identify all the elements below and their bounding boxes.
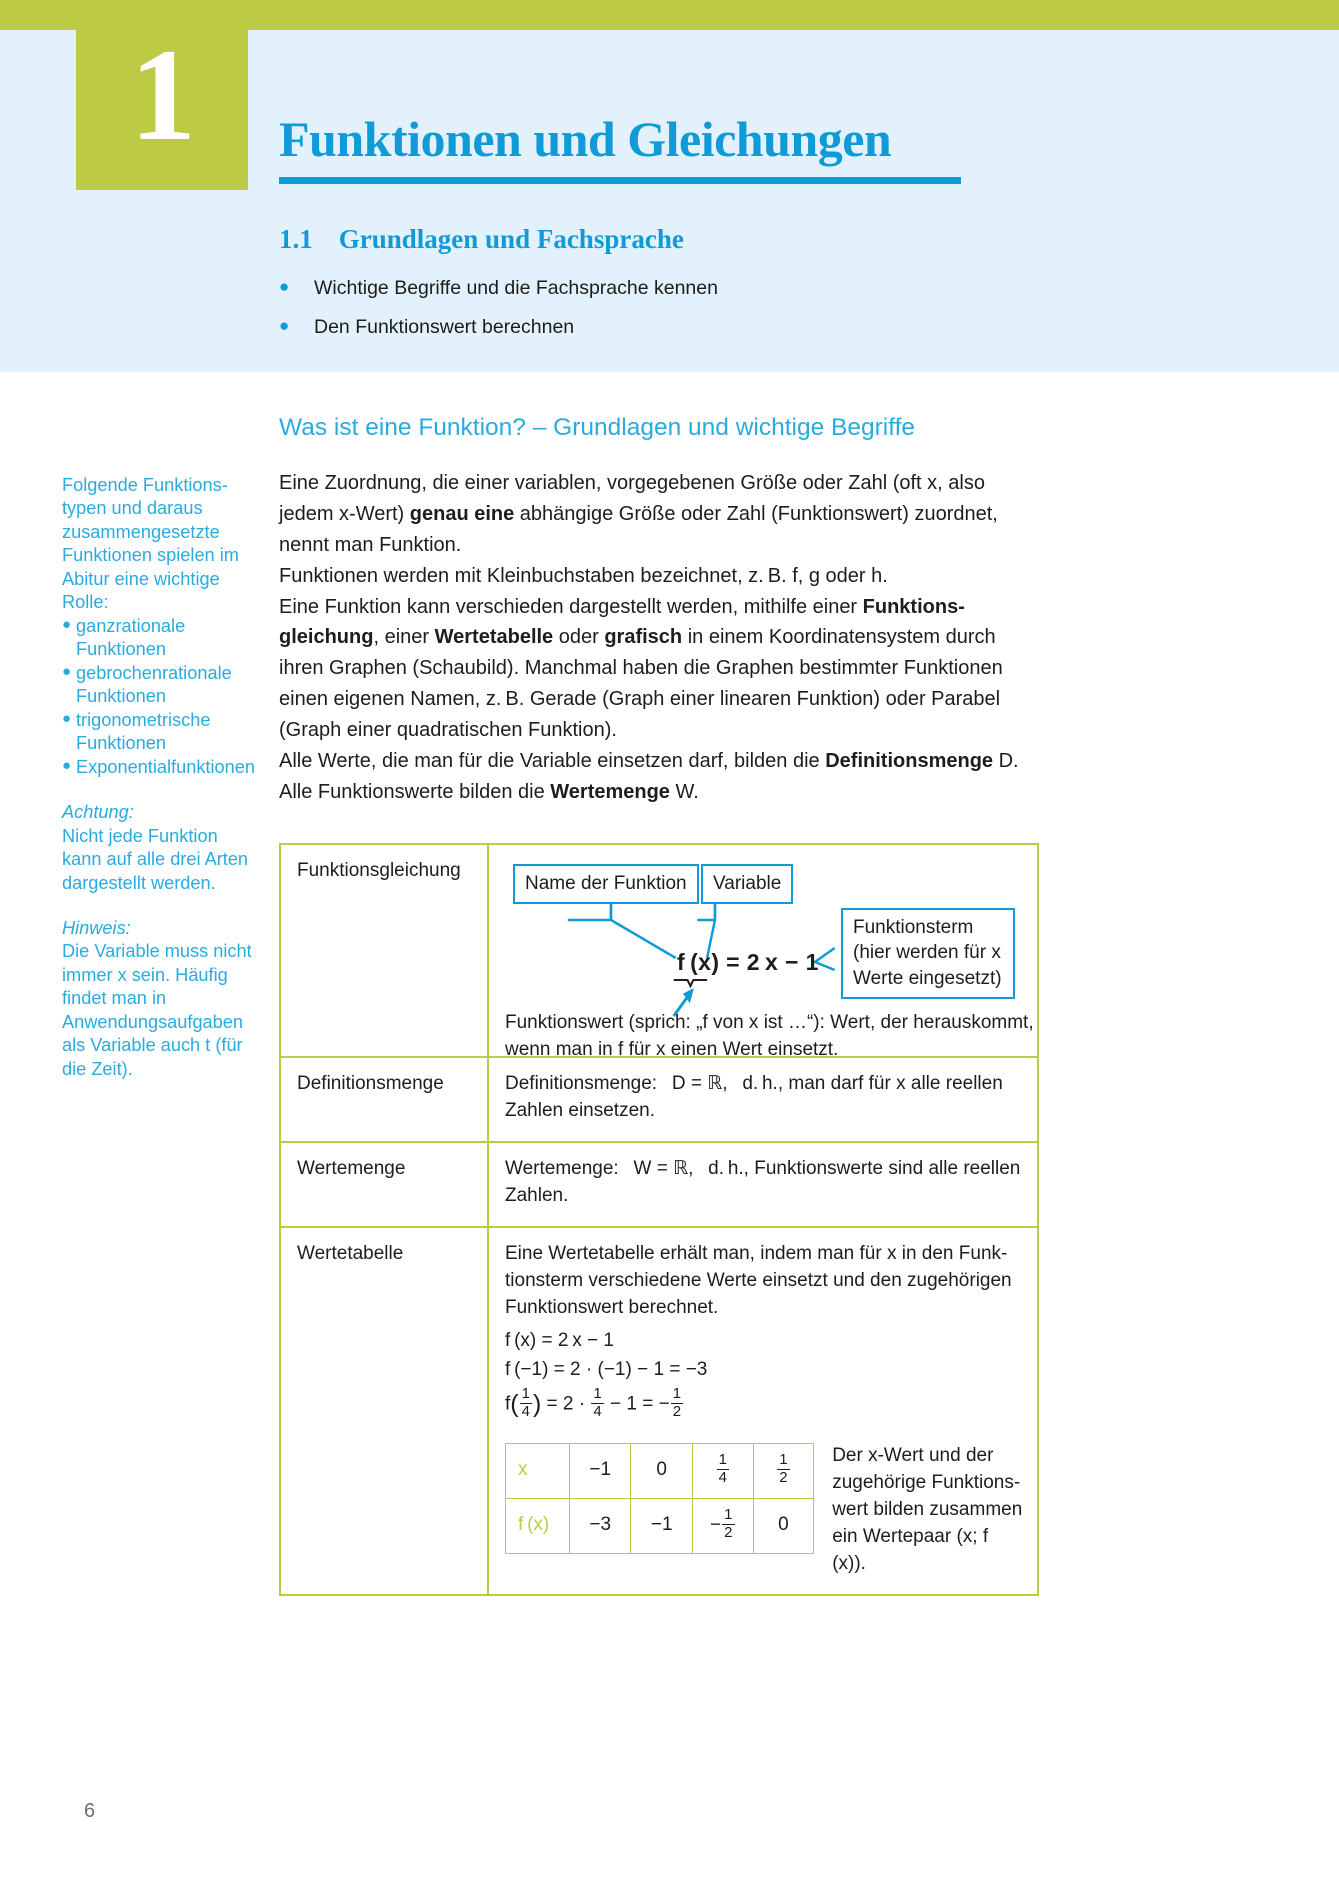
value-table-side-note: Der x-Wert und der zugehörige Funktionswert bilden zusammen ein Wertepaar (x; f (x)).	[832, 1445, 1023, 1575]
fraction-denominator: 2	[672, 1402, 682, 1420]
list-item	[62, 756, 262, 779]
fraction-numerator: 1	[724, 1506, 733, 1523]
value-cell: −1	[569, 1444, 631, 1499]
paragraph-text: , einer	[373, 626, 435, 649]
value-cell: 0	[631, 1444, 693, 1499]
value-cell	[692, 1499, 753, 1554]
worked-fn: f	[505, 1393, 511, 1415]
body-paragraphs	[279, 468, 1039, 808]
table-cell-value: Wertemenge: W = ℝ, d. h., Funktionswerte sind alle reellen Zahlen.	[488, 1142, 1038, 1227]
sidebar-note-achtung	[62, 801, 262, 895]
chapter-number-block	[76, 0, 248, 190]
objectives-list	[279, 276, 718, 355]
table-row	[280, 1057, 1038, 1142]
main-content	[279, 414, 1039, 808]
table-row	[280, 844, 1038, 1057]
fraction-numerator: 1	[779, 1451, 788, 1469]
page-number: 6	[84, 1800, 96, 1822]
paragraph-text: Eine Funktion kann verschieden dargestellt werden, mithilfe einer	[279, 595, 863, 618]
fraction-numerator: 1	[593, 1384, 602, 1402]
title-underline	[279, 177, 961, 184]
table-cell-key: Wertetabelle	[280, 1227, 488, 1595]
fraction-numerator: 1	[718, 1451, 727, 1469]
emphasis: Funktionsgleichung	[279, 595, 965, 649]
emphasis: Definitionsmenge	[825, 750, 994, 773]
emphasis: grafisch	[604, 626, 683, 649]
list-item	[279, 276, 718, 301]
worked-tail: − 1 = −	[604, 1393, 670, 1415]
page-title: Funktionen und Gleichungen	[279, 111, 892, 167]
section-title: Grundlagen und Fachsprache	[338, 224, 684, 254]
callout-term-line3: Werte eingesetzt)	[853, 967, 1002, 989]
fraction-denominator: 4	[521, 1402, 530, 1420]
paragraph-text: W.	[669, 780, 699, 803]
table-cell-value: Definitionsmenge: D = ℝ, d. h., man darf für x alle reellen Zahlen einsetzen.	[488, 1057, 1038, 1142]
note-text: Nicht jede Funktion kann auf alle drei Arten dargestellt werden.	[62, 825, 249, 893]
paragraph-text: Eine Zuordnung, die einer variablen, vorgegebenen Größe oder Zahl (oft x, also jedem x-Wert)	[279, 472, 985, 525]
paragraph-text: Funktionen werden mit Kleinbuchstaben bezeichnet, z. B. f, g oder h.	[279, 564, 888, 587]
value-cell	[753, 1444, 814, 1499]
paragraph-text: in einem Koordinatensystem durch ihren Graphen (Schaubild). Manchmal haben die Graphen bestimmter Funktionen einen eigenen Namen, z. B. Gerade (Graph einer linearen Funktion) oder Parabel (Graph einer quadratischen Funktion).	[279, 626, 1003, 742]
paragraph-text: D. Alle Funktionswerte bilden die	[279, 750, 1019, 803]
objective-text: Wichtige Begriffe und die Fachsprache kennen	[314, 277, 718, 299]
table-row	[506, 1499, 814, 1554]
worked-line-1: f (x) = 2 x − 1	[505, 1329, 614, 1351]
fraction-one-quarter	[520, 1386, 532, 1421]
table-cell-value-wertetabelle	[488, 1227, 1038, 1595]
sidebar-function-types	[62, 615, 262, 779]
table-cell-key: Funktionsgleichung	[280, 844, 488, 1057]
note-label: Hinweis:	[62, 917, 131, 938]
emphasis: Wertetabelle	[434, 626, 554, 649]
section-number: 1.1	[279, 224, 313, 254]
fraction-one-quarter	[591, 1386, 603, 1421]
value-table-row-label-x: x	[506, 1444, 570, 1499]
emphasis: Wertemenge	[550, 780, 670, 803]
fraction-denominator: 2	[724, 1523, 733, 1541]
margin-sidebar	[62, 474, 262, 1081]
fraction-denominator: 4	[718, 1469, 727, 1487]
table-row	[506, 1444, 814, 1499]
callout-variable: Variable	[701, 864, 793, 904]
list-item	[62, 662, 262, 709]
list-item	[279, 315, 718, 340]
callout-function-name: Name der Funktion	[513, 864, 699, 904]
bullet-icon: ●	[279, 316, 290, 336]
paragraph-text: oder	[553, 626, 605, 649]
fraction	[722, 1507, 734, 1542]
section-heading	[279, 224, 684, 255]
table-cell-diagram	[488, 844, 1038, 1060]
list-item	[62, 615, 262, 662]
fraction-denominator: 2	[779, 1469, 788, 1487]
value-cell: 0	[753, 1499, 814, 1554]
bullet-icon: ●	[62, 615, 72, 633]
table-row	[280, 1142, 1038, 1227]
sidebar-item-label: ganzrationale Funktionen	[76, 615, 186, 660]
paragraph-text: abhängige Größe oder Zahl (Funktionswert) zuordnet, nennt man Funktion.	[279, 502, 998, 556]
wertetabelle-description: Eine Wertetabelle erhält man, indem man für x in den Funktionsterm verschiedene Werte einsetzt und den zugehörigen Funktionswert berechnet.	[505, 1242, 1012, 1318]
paragraph-text: Alle Werte, die man für die Variable einsetzen darf, bilden die	[279, 750, 826, 773]
emphasis: genau eine	[409, 502, 515, 525]
callout-function-term	[841, 908, 1015, 999]
value-table-area	[505, 1443, 1023, 1578]
callout-term-line1: Funktionsterm	[853, 917, 974, 938]
worked-line-2: f (−1) = 2 · (−1) − 1 = −3	[505, 1359, 708, 1381]
value-table-row-label-fx: f (x)	[506, 1499, 570, 1554]
body-heading: Was ist eine Funktion? – Grundlagen und wichtige Begriffe	[279, 414, 916, 441]
fraction-one-half	[671, 1386, 683, 1421]
sidebar-item-label: trigonometrische Funktionen	[76, 709, 211, 754]
value-cell: −1	[631, 1499, 693, 1554]
bullet-icon: ●	[62, 662, 72, 680]
table-cell-key: Definitionsmenge	[280, 1057, 488, 1142]
table-cell-key: Wertemenge	[280, 1142, 488, 1227]
fraction-numerator: 1	[521, 1384, 530, 1402]
diagram-caption: Funktionswert (sprich: „f von x ist …“): Wert, der herauskommt, wenn man in f für x einen Wert einsetzt.	[505, 1012, 1034, 1060]
value-cell	[692, 1444, 753, 1499]
fraction	[717, 1452, 729, 1487]
value-cell: −3	[569, 1499, 631, 1554]
paren-close: )	[532, 1389, 542, 1418]
value-table	[505, 1443, 814, 1553]
note-label: Achtung:	[62, 802, 134, 823]
bullet-icon: ●	[62, 709, 72, 727]
function-equation-diagram	[505, 858, 1034, 1060]
objective-text: Den Funktionswert berechnen	[314, 316, 575, 339]
paren-open: (	[510, 1389, 519, 1418]
concept-table	[279, 843, 1039, 1596]
fraction	[777, 1452, 789, 1487]
worked-example	[505, 1326, 1023, 1424]
minus-sign: −	[710, 1514, 722, 1536]
list-item	[62, 709, 262, 756]
chapter-number: 1	[130, 21, 194, 168]
note-text: Die Variable muss nicht immer x sein. Häufig findet man in Anwendungsaufgaben als Variable auch t (für die Zeit).	[62, 941, 252, 1079]
worked-mid: = 2 ·	[541, 1393, 591, 1415]
fraction-denominator: 4	[593, 1402, 602, 1420]
bullet-icon: ●	[62, 756, 72, 774]
sidebar-item-label: gebrochenrationale Funktionen	[76, 662, 232, 707]
worked-line-3	[505, 1385, 1023, 1424]
sidebar-intro: Folgende Funktionstypen und daraus zusammengesetzte Funktionen spielen im Abitur eine wichtige Rolle:	[62, 475, 239, 613]
sidebar-note-hinweis	[62, 917, 262, 1081]
function-equation: f (x) = 2 x − 1	[677, 949, 819, 975]
sidebar-item-label: Exponentialfunktionen	[76, 756, 255, 777]
callout-term-line2: (hier werden für x	[853, 942, 1001, 964]
bullet-icon: ●	[279, 277, 290, 296]
table-row	[280, 1227, 1038, 1595]
fraction-numerator: 1	[672, 1384, 682, 1402]
